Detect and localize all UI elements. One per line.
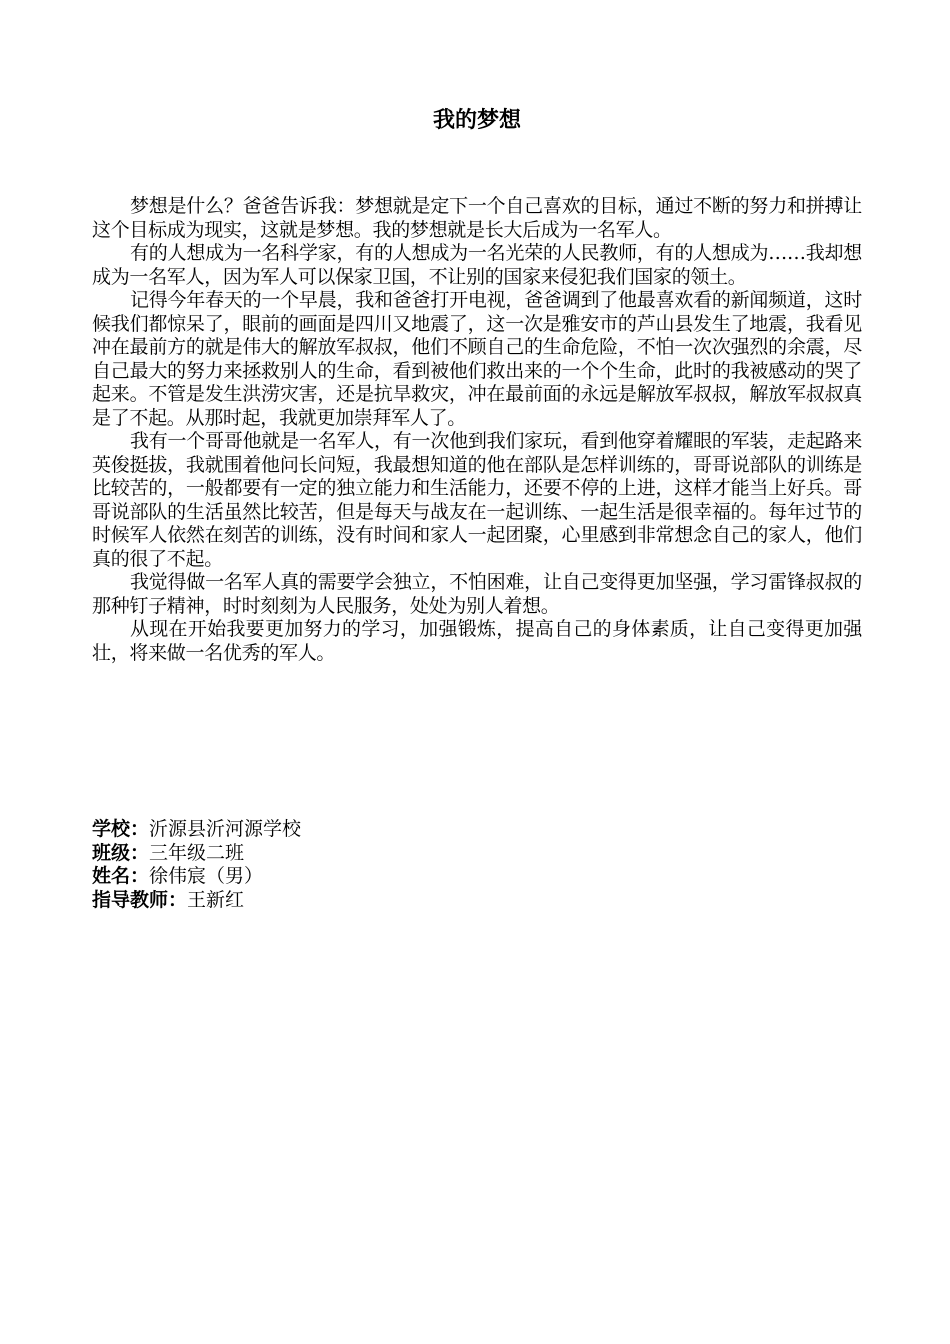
school-value: 沂源县沂河源学校 <box>149 818 302 840</box>
paragraph: 梦想是什么？爸爸告诉我：梦想就是定下一个自己喜欢的目标，通过不断的努力和拼搏让这个目标成为现实，这就是梦想。我的梦想就是长大后成为一名军人。 <box>92 195 862 241</box>
teacher-row <box>92 889 862 913</box>
school-row <box>92 818 862 842</box>
name-value: 徐伟宸（男） <box>149 865 264 887</box>
document-title: 我的梦想 <box>432 108 521 133</box>
class-row <box>92 842 862 866</box>
class-label: 班级： <box>92 841 150 864</box>
paragraph: 有的人想成为一名科学家，有的人想成为一名光荣的人民教师，有的人想成为……我却想成为一名军人，因为军人可以保家卫国，不让别的国家来侵犯我们国家的领土。 <box>92 242 862 288</box>
name-label: 姓名： <box>92 865 150 887</box>
document-page <box>92 0 862 1344</box>
teacher-label: 指导教师： <box>92 888 188 911</box>
name-row <box>92 865 862 889</box>
essay-body <box>92 195 862 665</box>
school-label: 学校： <box>92 818 150 840</box>
paragraph: 从现在开始我要更加努力的学习，加强锻炼，提高自己的身体素质，让自己变得更加强壮，将来做一名优秀的军人。 <box>92 618 862 664</box>
teacher-value: 王新红 <box>187 888 245 911</box>
author-info <box>92 818 862 912</box>
class-value: 三年级二班 <box>149 841 245 864</box>
paragraph: 我觉得做一名军人真的需要学会独立，不怕困难，让自己变得更加坚强，学习雷锋叔叔的那种钉子精神，时时刻刻为人民服务，处处为别人着想。 <box>92 571 862 617</box>
paragraph: 记得今年春天的一个早晨，我和爸爸打开电视，爸爸调到了他最喜欢看的新闻频道，这时候我们都惊呆了，眼前的画面是四川又地震了，这一次是雅安市的芦山县发生了地震，我看见冲在最前方的就是伟大的解放军叔叔，他们不顾自己的生命危险，不怕一次次强烈的余震，尽自己最大的努力来拯救别人的生命，看到被他们救出来的一个个生命，此时的我被感动的哭了起来。不管是发生洪涝灾害，还是抗旱救灾，冲在最前面的永远是解放军叔叔，解放军叔叔真是了不起。从那时起，我就更加崇拜军人了。 <box>92 289 862 429</box>
paragraph: 我有一个哥哥他就是一名军人，有一次他到我们家玩，看到他穿着耀眼的军装，走起路来英俊挺拔，我就围着他问长问短，我最想知道的他在部队是怎样训练的，哥哥说部队的训练是比较苦的，一般都要有一定的独立能力和生活能力，还要不停的上进，这样才能当上好兵。哥哥说部队的生活虽然比较苦，但是每天与战友在一起训练、一起生活是很幸福的。每年过节的时候军人依然在刻苦的训练，没有时间和家人一起团聚，心里感到非常想念自己的家人，他们真的很了不起。 <box>92 430 862 570</box>
